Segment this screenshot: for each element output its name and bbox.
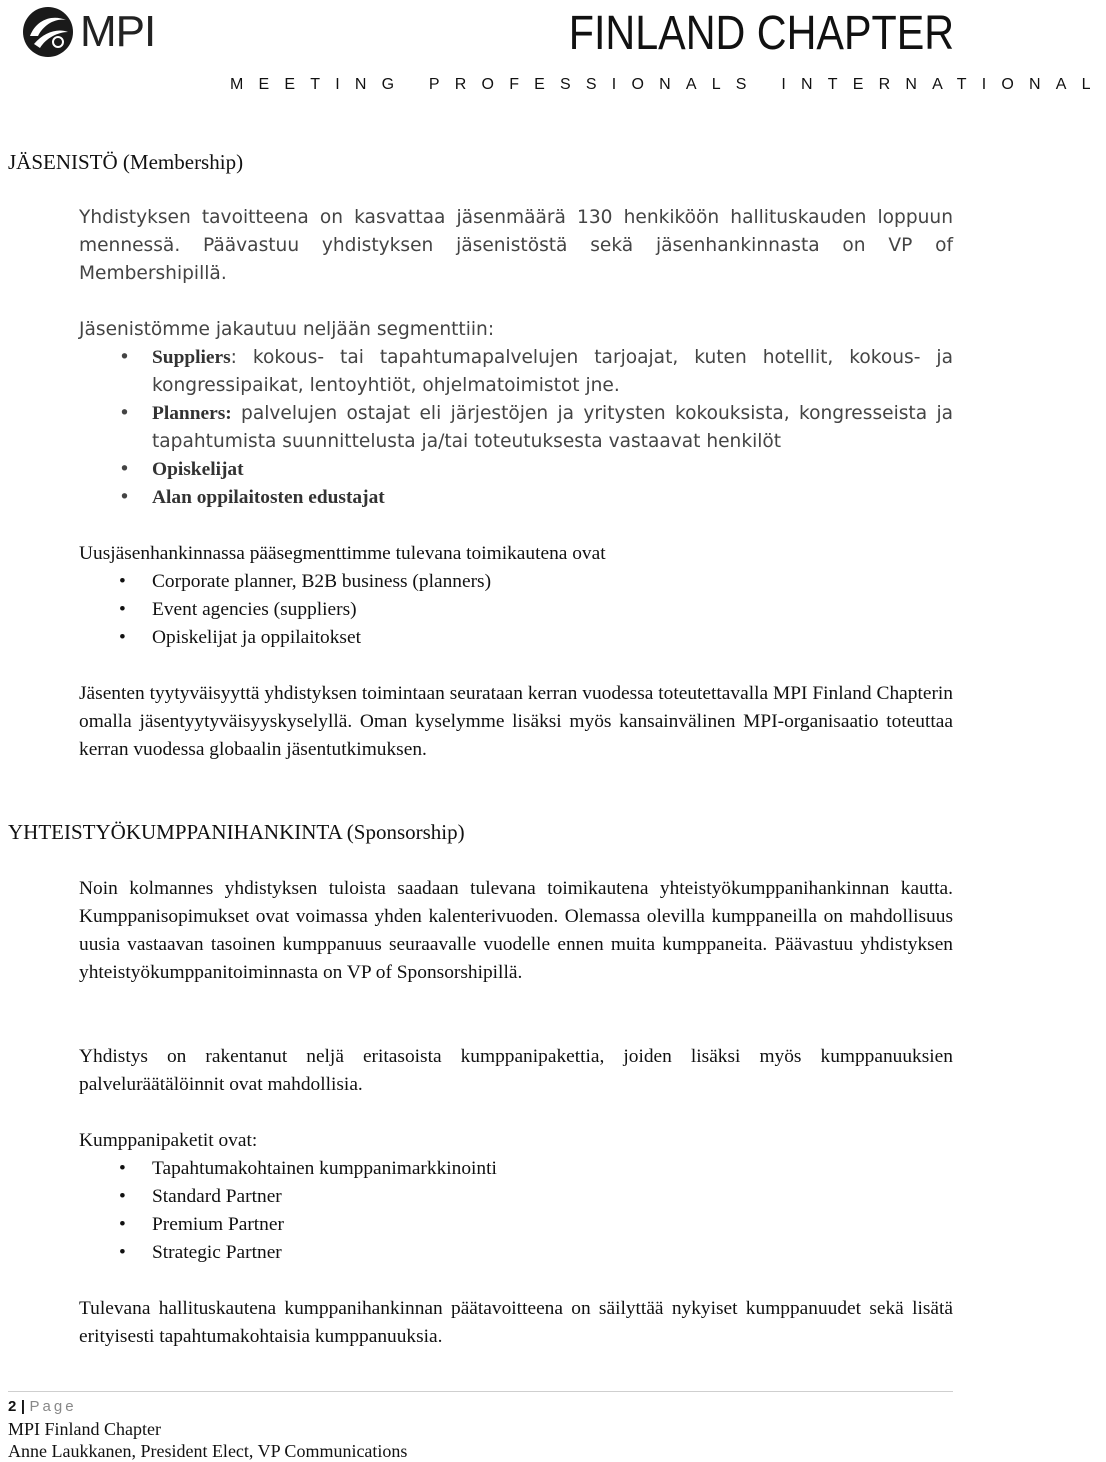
- sponsorship-heading: YHTEISTYÖKUMPPANIHANKINTA (Sponsorship): [8, 820, 465, 844]
- packages-intro: Kumppanipaketit ovat:: [79, 1130, 258, 1151]
- page-footer: [8, 1394, 407, 1462]
- mpi-logo: [22, 4, 155, 60]
- list-item: [79, 344, 953, 400]
- list-item-text: Tapahtumakohtainen kumppanimarkkinointi: [152, 1158, 497, 1179]
- page-number: 2: [8, 1398, 17, 1415]
- page-indicator: [8, 1394, 407, 1418]
- list-item: [79, 484, 953, 512]
- segment-term: Alan oppilaitosten edustajat: [152, 487, 385, 508]
- membership-heading: JÄSENISTÖ (Membership): [8, 150, 244, 174]
- bullet: •: [119, 1186, 126, 1207]
- page-label: Page: [29, 1398, 77, 1415]
- chapter-title: FINLAND CHAPTER: [568, 7, 954, 60]
- recruit-list: [79, 568, 953, 652]
- bullet: •: [119, 571, 126, 592]
- bullet: •: [119, 403, 130, 424]
- list-item: [79, 596, 953, 624]
- membership-intro: Yhdistyksen tavoitteena on kasvattaa jäsenmäärä 130 henkiköön hallituskauden loppuun mennessä. Päävastuu yhdistyksen jäsenistöstä sekä jäsenhankinnasta on VP of Membershipillä.: [79, 207, 953, 284]
- bullet: •: [119, 627, 126, 648]
- segment-text: : kokous- tai tapahtumapalvelujen tarjoajat, kuten hotellit, kokous- ja kongressipaikat, lentoyhtiöt, ohjelmatoimistot jne.: [152, 347, 953, 396]
- bullet: •: [119, 599, 126, 620]
- globe-icon: [22, 6, 74, 58]
- logo-text: MPI: [80, 7, 156, 56]
- page-header: [0, 0, 1106, 110]
- footer-author: Anne Laukkanen, President Elect, VP Communications: [8, 1441, 408, 1461]
- segments-list: [79, 344, 953, 512]
- page-separator: |: [20, 1398, 26, 1415]
- list-item-text: Strategic Partner: [152, 1242, 282, 1263]
- recruit-intro: Uusjäsenhankinnassa pääsegmenttimme tulevana toimikautena ovat: [79, 543, 606, 564]
- packages-list: [79, 1155, 953, 1267]
- list-item-text: Standard Partner: [152, 1186, 282, 1207]
- sponsorship-paragraph-3: Tulevana hallituskautena kumppanihankinnan päätavoitteena on säilyttää nykyiset kumppanuudet sekä lisätä erityisesti tapahtumakohtaisia kumppanuuksia.: [79, 1298, 953, 1347]
- list-item-text: Corporate planner, B2B business (planners): [152, 571, 492, 592]
- bullet: •: [119, 1158, 126, 1179]
- list-item-text: Premium Partner: [152, 1214, 284, 1235]
- segment-term: Opiskelijat: [152, 459, 244, 480]
- sponsorship-paragraph-1: Noin kolmannes yhdistyksen tuloista saadaan tulevana toimikautena yhteistyökumppanihankinnan kautta. Kumppanisopimukset ovat voimassa yhden kalenterivuoden. Olemassa olevilla kumppaneilla on mahdollisuus uusia vastaavan tasoinen kumppanuus seuraavalle vuodelle ennen muita kumppaneita. Päävastuu yhdistyksen yhteistyökumppanitoiminnasta on VP of Sponsorshipillä.: [79, 878, 953, 983]
- bullet: •: [119, 1214, 126, 1235]
- segment-term: Planners:: [152, 403, 232, 424]
- bullet: •: [119, 1242, 126, 1263]
- header-tagline: MEETING PROFESSIONALS INTERNATIONAL: [230, 76, 1106, 93]
- footer-divider: [8, 1391, 953, 1392]
- satisfaction-paragraph: Jäsenten tyytyväisyyttä yhdistyksen toimintaan seurataan kerran vuodessa toteutettavalla MPI Finland Chapterin omalla jäsentyytyväisyyskyselyllä. Oman kyselymme lisäksi myös kansainvälinen MPI-organisaatio toteuttaa kerran vuodessa globaalin jäsentutkimuksen.: [79, 683, 953, 760]
- list-item: [79, 400, 953, 456]
- bullet: •: [119, 347, 130, 368]
- list-item: [79, 1239, 953, 1267]
- sponsorship-paragraph-2: Yhdistys on rakentanut neljä eritasoista kumppanipakettia, joiden lisäksi myös kumppanuuksien palveluräätälöinnit ovat mahdollisia.: [79, 1046, 953, 1095]
- list-item-text: Event agencies (suppliers): [152, 599, 357, 620]
- list-item: [79, 568, 953, 596]
- segment-term: Suppliers: [152, 347, 231, 368]
- list-item: [79, 1155, 953, 1183]
- footer-org: MPI Finland Chapter: [8, 1419, 161, 1439]
- list-item: [79, 624, 953, 652]
- segments-intro: Jäsenistömme jakautuu neljään segmenttiin:: [79, 319, 495, 340]
- segment-text: palvelujen ostajat eli järjestöjen ja yritysten kokouksista, kongresseista ja tapahtumista suunnittelusta ja/tai toteutuksesta vastaavat henkilöt: [152, 403, 953, 452]
- list-item-text: Opiskelijat ja oppilaitokset: [152, 627, 361, 648]
- list-item: [79, 1211, 953, 1239]
- bullet: •: [119, 487, 130, 508]
- bullet: •: [119, 459, 130, 480]
- list-item: [79, 1183, 953, 1211]
- list-item: [79, 456, 953, 484]
